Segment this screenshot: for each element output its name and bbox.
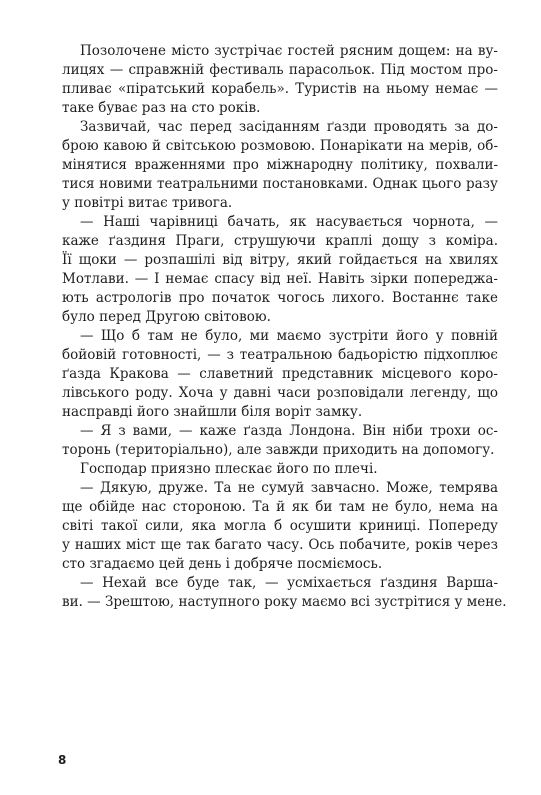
text-line: Зазвичай, час перед засіданням ґазди проводять за до- — [80, 119, 498, 135]
text-line: каже ґаздиня Праги, струшуючи краплі дощу з коміра. — [62, 233, 498, 249]
text-line: ще обійде нас стороною. Та й як би там не було, нема на — [62, 499, 498, 515]
text-line: у повітрі витає тривога. — [62, 195, 233, 211]
text-line: — Я з вами, — каже ґазда Лондона. Він ніби трохи ос- — [80, 423, 498, 439]
text-line: — Нехай все буде так, — усміхається ґаздиня Варша- — [80, 575, 498, 591]
text-line: насправді його знайшли біля воріт замку. — [62, 404, 363, 420]
text-line: Позолочене місто зустрічає гостей рясним дощем: на ву- — [80, 43, 498, 59]
text-line: ви. — Зрештою, наступного року маємо всі зустрітися у мене. — [62, 594, 507, 610]
text-line: сто згадаємо цей день і добряче посміємось. — [62, 556, 383, 572]
text-line: було перед Другою світовою. — [62, 309, 271, 325]
text-line: лівського роду. Хоча у давні часи розповідали легенду, що — [62, 385, 498, 401]
text-line: ють астрологів про початок чогось лихого. Востаннє таке — [62, 290, 498, 306]
text-line: Господар приязно плескає його по плечі. — [80, 461, 378, 477]
text-line: пливає «піратський корабель». Туристів на ньому немає — — [62, 81, 498, 97]
text-line: бойовій готовності, — з театральною бадьорістю підхоплює — [62, 347, 498, 363]
text-line: таке буває раз на сто років. — [62, 100, 261, 116]
text-line: Мотлави. — І немає спасу від неї. Навіть зірки попереджа- — [62, 271, 498, 287]
text-line: мінятися враженнями про міжнародну політику, похвали- — [62, 157, 498, 173]
text-line: брою кавою й світською розмовою. Понарікати на мерів, об- — [62, 138, 498, 154]
text-line: тися новими театральними постановками. Однак цього разу — [62, 176, 498, 192]
text-line: лицях — справжній фестиваль парасольок. Під мостом про- — [62, 62, 498, 78]
text-line: у наших міст ще так багато часу. Ось побачите, років через — [62, 537, 498, 553]
text-line: — Дякую, друже. Та не сумуй завчасно. Може, темрява — [80, 480, 498, 496]
text-line: ґазда Кракова — славетний представник місцевого коро- — [62, 366, 498, 382]
text-line: — Наші чарівниці бачать, як насувається чорнота, — — [80, 214, 498, 230]
text-line: торонь (територіально), але завжди приходить на допомогу. — [62, 442, 495, 458]
text-line: Її щоки — розпашілі від вітру, який гойдається на хвилях — [62, 252, 498, 268]
page-number: 8 — [58, 753, 67, 767]
text-line: — Що б там не було, ми маємо зустріти його у повній — [80, 328, 498, 344]
text-line: світі такої сили, яка могла б осушити криниці. Попереду — [62, 518, 498, 534]
